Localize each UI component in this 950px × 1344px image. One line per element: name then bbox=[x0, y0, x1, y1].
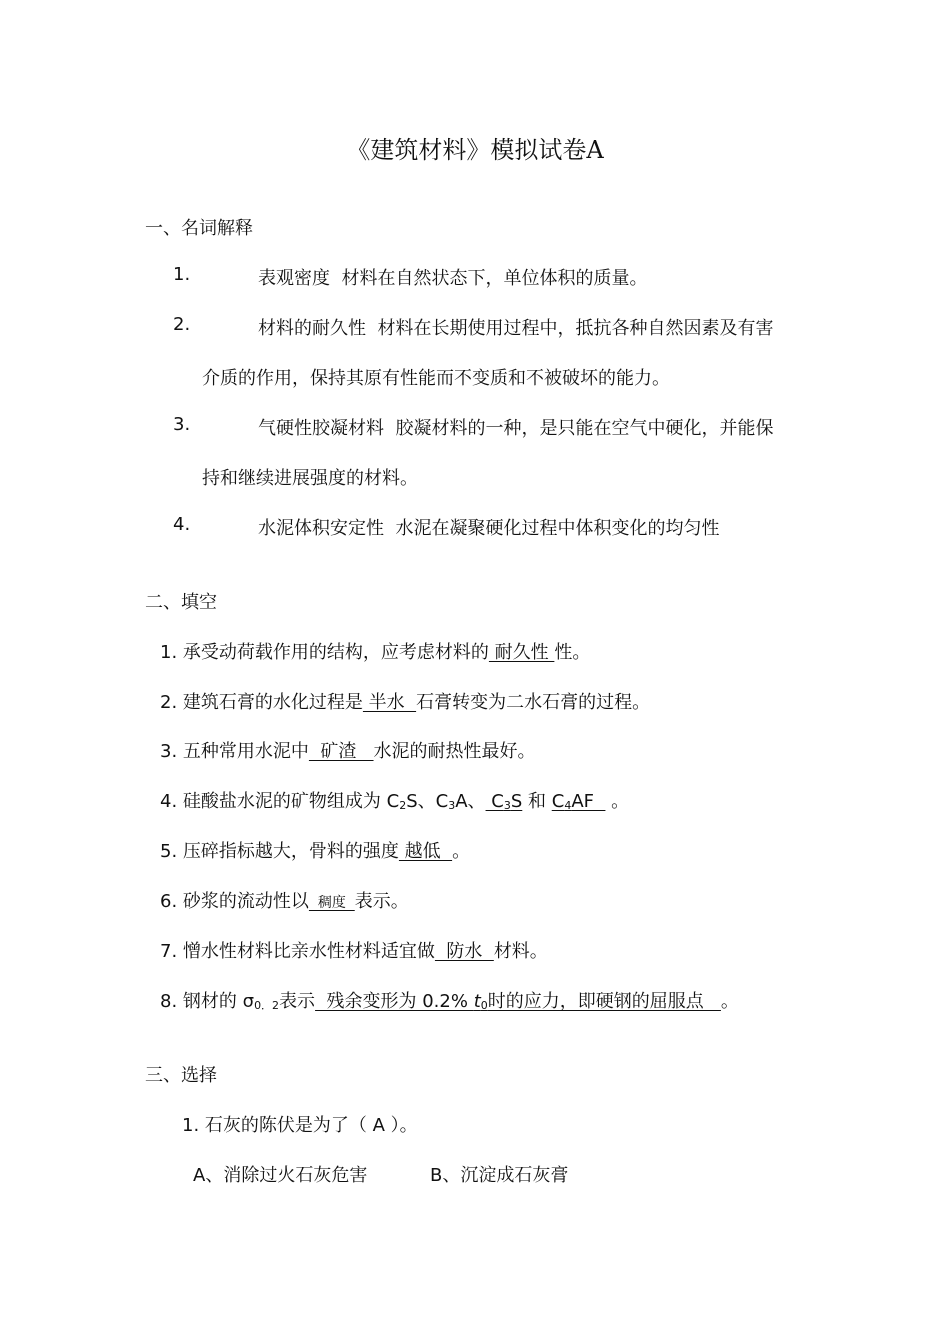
definition-continuation: 介质的作用，保持其原有性能而不变质和不被破坏的能力。 bbox=[202, 368, 670, 389]
question-text: 和 bbox=[522, 791, 552, 812]
fill-question-4 bbox=[160, 787, 629, 813]
subscript: 0．2 bbox=[254, 999, 280, 1012]
term: 气硬性胶凝材料 bbox=[258, 418, 384, 439]
section-heading-3: 三、选择 bbox=[145, 1065, 217, 1086]
question-text: 性。 bbox=[554, 642, 591, 663]
question-text: 硅酸盐水泥的矿物组成为 C bbox=[182, 791, 400, 812]
question-number: 4. bbox=[160, 791, 178, 812]
fill-question-6 bbox=[160, 887, 409, 913]
question-text: 。 bbox=[605, 791, 630, 812]
question-number: 2. bbox=[160, 692, 178, 713]
question-text: 表示。 bbox=[354, 891, 409, 912]
question-number: 5. bbox=[160, 841, 178, 862]
question-text: S、C bbox=[406, 791, 449, 812]
subscript: 4 bbox=[564, 799, 572, 812]
question-number: 6. bbox=[160, 891, 178, 912]
question-text: 水泥的耐热性最好。 bbox=[373, 741, 536, 762]
question-number: 8. bbox=[160, 991, 178, 1012]
question-number: 1. bbox=[182, 1115, 200, 1136]
question-text: 五种常用水泥中 bbox=[182, 741, 309, 762]
answer-text: t bbox=[473, 991, 481, 1012]
question-number: 1. bbox=[160, 642, 178, 663]
fill-question-5 bbox=[160, 837, 470, 863]
answer-text: S bbox=[510, 791, 523, 812]
answer-blank: 防水 bbox=[434, 941, 494, 962]
definition: 胶凝材料的一种，是只能在空气中硬化，并能保 bbox=[395, 418, 774, 439]
answer-blank: 半水 bbox=[362, 692, 417, 713]
item-number: 4. bbox=[173, 514, 191, 535]
answer-text: AF bbox=[571, 791, 606, 812]
question-text: 钢材的 σ bbox=[182, 991, 255, 1012]
page-title: 《建筑材料》模拟试卷A bbox=[346, 136, 604, 164]
subscript: 2 bbox=[399, 799, 407, 812]
question-number: 3. bbox=[160, 741, 178, 762]
item-number: 1. bbox=[173, 264, 191, 285]
definition: 水泥在凝聚硬化过程中体积变化的均匀性 bbox=[395, 518, 720, 539]
answer-text: 残余变形为 0.2% bbox=[315, 991, 474, 1012]
question-text: 压碎指标越大，骨料的强度 bbox=[182, 841, 399, 862]
term: 水泥体积安定性 bbox=[258, 518, 384, 539]
answer-blank bbox=[552, 791, 606, 812]
question-text: A、 bbox=[455, 791, 486, 812]
option-a: A、消除过火石灰危害 bbox=[193, 1165, 368, 1186]
question-text: 建筑石膏的水化过程是 bbox=[182, 692, 363, 713]
question-text: 。 bbox=[452, 841, 471, 862]
subscript: 0 bbox=[480, 999, 488, 1012]
answer-text: C bbox=[551, 791, 565, 812]
fill-question-8 bbox=[160, 987, 739, 1013]
item-number: 3. bbox=[173, 414, 191, 435]
definition: 材料在长期使用过程中，抵抗各种自然因素及有害 bbox=[377, 318, 774, 339]
answer-text: C bbox=[485, 791, 504, 812]
subscript: 3 bbox=[448, 799, 456, 812]
question-text: 承受动荷载作用的结构，应考虑材料的 bbox=[182, 642, 489, 663]
definition-item-3 bbox=[258, 414, 773, 440]
definition-item-2 bbox=[258, 314, 773, 340]
answer-blank: 耐久性 bbox=[488, 642, 555, 663]
answer-blank: 矿渣 bbox=[308, 741, 374, 762]
answer-blank bbox=[315, 991, 721, 1012]
answer-blank: 稠度 bbox=[308, 895, 355, 911]
section-heading-2: 二、填空 bbox=[145, 592, 217, 613]
fill-question-7 bbox=[160, 937, 548, 963]
fill-question-1 bbox=[160, 638, 590, 664]
answer-blank: 越低 bbox=[398, 841, 453, 862]
term: 表观密度 bbox=[258, 268, 330, 289]
question-text: 。 bbox=[720, 991, 739, 1012]
question-text: 石灰的陈伏是为了（ A ）。 bbox=[204, 1115, 418, 1136]
question-text: 表示 bbox=[279, 991, 316, 1012]
question-number: 7. bbox=[160, 941, 178, 962]
fill-question-3 bbox=[160, 737, 536, 763]
definition-item-1 bbox=[258, 264, 647, 290]
section-heading-1: 一、名词解释 bbox=[145, 218, 253, 239]
question-text: 憎水性材料比亲水性材料适宜做 bbox=[182, 941, 435, 962]
definition-item-4 bbox=[258, 514, 719, 540]
term: 材料的耐久性 bbox=[258, 318, 366, 339]
question-text: 材料。 bbox=[493, 941, 548, 962]
answer-blank bbox=[486, 791, 523, 812]
item-number: 2. bbox=[173, 314, 191, 335]
definition: 材料在自然状态下，单位体积的质量。 bbox=[341, 268, 648, 289]
option-b: B、沉淀成石灰膏 bbox=[430, 1165, 569, 1186]
question-text: 砂浆的流动性以 bbox=[182, 891, 309, 912]
fill-question-2 bbox=[160, 688, 650, 714]
question-text: 石膏转变为二水石膏的过程。 bbox=[416, 692, 651, 713]
subscript: 3 bbox=[503, 799, 511, 812]
choice-question-1 bbox=[182, 1111, 418, 1137]
answer-text: 时的应力，即硬钢的屈服点 bbox=[487, 991, 721, 1012]
definition-continuation: 持和继续进展强度的材料。 bbox=[202, 468, 418, 489]
